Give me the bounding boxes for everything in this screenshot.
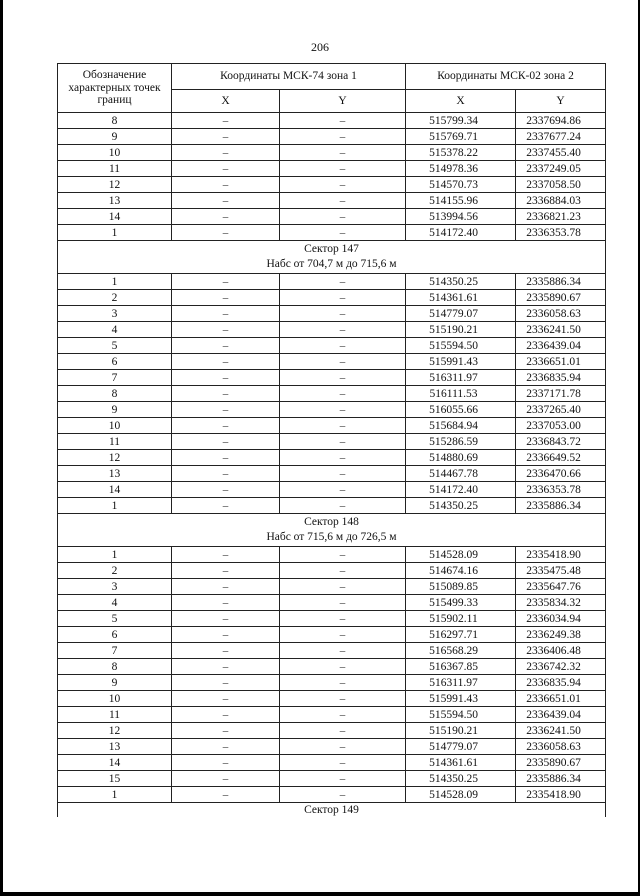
msk74-y-value: –	[280, 370, 406, 386]
point-number: 11	[58, 161, 172, 177]
msk74-y-value: –	[280, 290, 406, 306]
point-number: 11	[58, 434, 172, 450]
msk74-y-value: –	[280, 434, 406, 450]
table-row	[58, 225, 606, 241]
msk02-y-value: 2336843.72	[516, 434, 606, 450]
msk74-x-value: –	[172, 611, 280, 627]
msk02-x-value: 514880.69	[406, 450, 516, 466]
msk02-y-value: 2335418.90	[516, 787, 606, 803]
point-number: 2	[58, 563, 172, 579]
point-number: 14	[58, 209, 172, 225]
table-row	[58, 386, 606, 402]
msk74-x-value: –	[172, 386, 280, 402]
msk74-y-value: –	[280, 354, 406, 370]
msk74-x-value: –	[172, 290, 280, 306]
msk02-x-value: 516311.97	[406, 370, 516, 386]
point-number: 5	[58, 338, 172, 354]
msk02-x-value: 515190.21	[406, 322, 516, 338]
msk74-x-value: –	[172, 209, 280, 225]
point-number: 10	[58, 145, 172, 161]
msk74-x-value: –	[172, 129, 280, 145]
msk74-x-value: –	[172, 482, 280, 498]
point-number: 12	[58, 450, 172, 466]
msk02-x-value: 515089.85	[406, 579, 516, 595]
table-row	[58, 547, 606, 563]
msk02-y-value: 2336353.78	[516, 482, 606, 498]
msk02-y-value: 2335886.34	[516, 771, 606, 787]
msk02-y-value: 2336241.50	[516, 723, 606, 739]
msk74-y-value: –	[280, 274, 406, 290]
msk74-x-value: –	[172, 675, 280, 691]
point-number: 10	[58, 418, 172, 434]
msk74-x-value: –	[172, 643, 280, 659]
point-number: 7	[58, 370, 172, 386]
msk02-x-value: 514172.40	[406, 482, 516, 498]
msk74-y-value: –	[280, 386, 406, 402]
point-number: 13	[58, 193, 172, 209]
msk74-x-value: –	[172, 145, 280, 161]
msk02-x-value: 516297.71	[406, 627, 516, 643]
msk74-x-value: –	[172, 418, 280, 434]
msk74-y-value: –	[280, 723, 406, 739]
msk74-y-value: –	[280, 209, 406, 225]
msk02-x-value: 515991.43	[406, 691, 516, 707]
msk02-x-value: 516568.29	[406, 643, 516, 659]
msk02-y-value: 2335475.48	[516, 563, 606, 579]
header-msk02-x: X	[406, 89, 516, 112]
msk74-y-value: –	[280, 338, 406, 354]
msk02-y-value: 2336058.63	[516, 739, 606, 755]
point-number: 5	[58, 611, 172, 627]
msk74-y-value: –	[280, 129, 406, 145]
table-row	[58, 274, 606, 290]
msk02-y-value: 2337265.40	[516, 402, 606, 418]
point-number: 6	[58, 627, 172, 643]
msk02-y-value: 2337677.24	[516, 129, 606, 145]
page-number: 206	[311, 40, 329, 54]
sector-elevation-range: Набс от 704,7 м до 715,6 м	[266, 258, 397, 270]
point-number: 12	[58, 723, 172, 739]
sector-heading	[58, 241, 606, 274]
msk02-y-value: 2336821.23	[516, 209, 606, 225]
msk74-y-value: –	[280, 177, 406, 193]
point-number: 1	[58, 787, 172, 803]
table-row	[58, 691, 606, 707]
msk74-y-value: –	[280, 675, 406, 691]
msk74-x-value: –	[172, 739, 280, 755]
table-row	[58, 659, 606, 675]
msk02-x-value: 514155.96	[406, 193, 516, 209]
msk02-x-value: 514674.16	[406, 563, 516, 579]
header-msk02-y: Y	[516, 89, 606, 112]
point-number: 14	[58, 482, 172, 498]
msk74-x-value: –	[172, 595, 280, 611]
table-row	[58, 370, 606, 386]
point-number: 9	[58, 129, 172, 145]
msk02-y-value: 2336884.03	[516, 193, 606, 209]
msk74-y-value: –	[280, 466, 406, 482]
msk74-y-value: –	[280, 787, 406, 803]
msk02-y-value: 2336742.32	[516, 659, 606, 675]
point-number: 4	[58, 595, 172, 611]
msk74-x-value: –	[172, 177, 280, 193]
msk74-y-value: –	[280, 691, 406, 707]
msk74-y-value: –	[280, 627, 406, 643]
table-row	[58, 402, 606, 418]
msk02-x-value: 515902.11	[406, 611, 516, 627]
msk02-y-value: 2335418.90	[516, 547, 606, 563]
point-number: 1	[58, 225, 172, 241]
msk74-x-value: –	[172, 659, 280, 675]
table-row	[58, 787, 606, 803]
msk02-x-value: 514570.73	[406, 177, 516, 193]
msk02-y-value: 2336034.94	[516, 611, 606, 627]
sector-title: Сектор 148	[304, 516, 359, 528]
msk74-y-value: –	[280, 563, 406, 579]
msk02-y-value: 2335886.34	[516, 498, 606, 514]
msk02-x-value: 514467.78	[406, 466, 516, 482]
msk74-x-value: –	[172, 306, 280, 322]
msk74-x-value: –	[172, 466, 280, 482]
msk74-x-value: –	[172, 547, 280, 563]
msk74-x-value: –	[172, 579, 280, 595]
header-designation: Обозначение характерных точек границ	[58, 64, 172, 113]
msk74-x-value: –	[172, 338, 280, 354]
msk74-x-value: –	[172, 627, 280, 643]
table-row	[58, 482, 606, 498]
header-msk74: Координаты МСК-74 зона 1	[172, 64, 406, 90]
point-number: 1	[58, 547, 172, 563]
msk74-y-value: –	[280, 322, 406, 338]
point-number: 11	[58, 707, 172, 723]
table-row	[58, 611, 606, 627]
msk02-y-value: 2335647.76	[516, 579, 606, 595]
scan-border-bottom	[0, 892, 640, 896]
point-number: 8	[58, 386, 172, 402]
msk74-x-value: –	[172, 771, 280, 787]
table-row	[58, 563, 606, 579]
header-msk74-y: Y	[280, 89, 406, 112]
point-number: 6	[58, 354, 172, 370]
table-row	[58, 434, 606, 450]
coordinates-table	[57, 63, 606, 817]
msk74-y-value: –	[280, 755, 406, 771]
msk74-y-value: –	[280, 579, 406, 595]
point-number: 1	[58, 498, 172, 514]
msk02-y-value: 2336835.94	[516, 675, 606, 691]
table-row	[58, 322, 606, 338]
msk74-y-value: –	[280, 595, 406, 611]
scan-border-left	[0, 0, 3, 896]
msk02-x-value: 514361.61	[406, 290, 516, 306]
msk74-y-value: –	[280, 113, 406, 129]
msk74-y-value: –	[280, 161, 406, 177]
msk74-y-value: –	[280, 659, 406, 675]
header-msk02: Координаты МСК-02 зона 2	[406, 64, 606, 90]
msk74-x-value: –	[172, 691, 280, 707]
msk02-x-value: 514361.61	[406, 755, 516, 771]
msk02-x-value: 516055.66	[406, 402, 516, 418]
point-number: 1	[58, 274, 172, 290]
msk02-y-value: 2336649.52	[516, 450, 606, 466]
table-row	[58, 450, 606, 466]
msk02-y-value: 2336651.01	[516, 354, 606, 370]
msk02-x-value: 514779.07	[406, 306, 516, 322]
msk02-x-value: 515594.50	[406, 707, 516, 723]
table-header	[58, 64, 606, 113]
msk02-x-value: 514350.25	[406, 771, 516, 787]
table-row	[58, 129, 606, 145]
msk74-x-value: –	[172, 113, 280, 129]
msk02-y-value: 2337053.00	[516, 418, 606, 434]
point-number: 8	[58, 659, 172, 675]
msk74-y-value: –	[280, 547, 406, 563]
msk02-y-value: 2337058.50	[516, 177, 606, 193]
sector-title: Сектор 149	[58, 803, 606, 818]
msk02-x-value: 514779.07	[406, 739, 516, 755]
msk02-x-value: 515769.71	[406, 129, 516, 145]
msk74-y-value: –	[280, 771, 406, 787]
msk02-x-value: 515799.34	[406, 113, 516, 129]
table-row	[58, 579, 606, 595]
msk02-x-value: 515991.43	[406, 354, 516, 370]
msk02-x-value: 515190.21	[406, 723, 516, 739]
table-row	[58, 466, 606, 482]
table-row	[58, 771, 606, 787]
msk74-y-value: –	[280, 707, 406, 723]
point-number: 3	[58, 579, 172, 595]
msk02-y-value: 2337694.86	[516, 113, 606, 129]
sector-heading	[58, 514, 606, 547]
msk02-x-value: 515286.59	[406, 434, 516, 450]
table-row	[58, 755, 606, 771]
msk02-y-value: 2336241.50	[516, 322, 606, 338]
table-row	[58, 739, 606, 755]
sector-title: Сектор 147	[304, 243, 359, 255]
msk02-y-value: 2336439.04	[516, 338, 606, 354]
point-number: 13	[58, 466, 172, 482]
table-row	[58, 354, 606, 370]
msk74-y-value: –	[280, 482, 406, 498]
msk02-x-value: 515594.50	[406, 338, 516, 354]
msk02-y-value: 2335890.67	[516, 290, 606, 306]
point-number: 3	[58, 306, 172, 322]
msk02-y-value: 2335886.34	[516, 274, 606, 290]
msk02-y-value: 2336651.01	[516, 691, 606, 707]
msk02-x-value: 514172.40	[406, 225, 516, 241]
msk74-y-value: –	[280, 611, 406, 627]
table-row	[58, 209, 606, 225]
msk74-y-value: –	[280, 402, 406, 418]
msk74-x-value: –	[172, 225, 280, 241]
table-row	[58, 338, 606, 354]
msk74-y-value: –	[280, 418, 406, 434]
msk74-x-value: –	[172, 787, 280, 803]
msk74-x-value: –	[172, 161, 280, 177]
msk02-x-value: 515684.94	[406, 418, 516, 434]
table-row	[58, 498, 606, 514]
msk02-x-value: 514350.25	[406, 498, 516, 514]
sector-heading-row	[58, 241, 606, 274]
msk74-x-value: –	[172, 354, 280, 370]
msk74-y-value: –	[280, 450, 406, 466]
point-number: 8	[58, 113, 172, 129]
msk02-y-value: 2336353.78	[516, 225, 606, 241]
header-msk74-x: X	[172, 89, 280, 112]
msk74-y-value: –	[280, 643, 406, 659]
msk74-y-value: –	[280, 145, 406, 161]
msk02-x-value: 514350.25	[406, 274, 516, 290]
msk74-x-value: –	[172, 498, 280, 514]
point-number: 9	[58, 675, 172, 691]
msk74-x-value: –	[172, 434, 280, 450]
msk74-y-value: –	[280, 306, 406, 322]
msk02-x-value: 514978.36	[406, 161, 516, 177]
point-number: 15	[58, 771, 172, 787]
table-row	[58, 306, 606, 322]
msk74-y-value: –	[280, 193, 406, 209]
msk02-x-value: 516367.85	[406, 659, 516, 675]
msk02-y-value: 2337171.78	[516, 386, 606, 402]
sector-heading-row	[58, 514, 606, 547]
point-number: 12	[58, 177, 172, 193]
table-row	[58, 675, 606, 691]
table-row	[58, 723, 606, 739]
sector-heading-row	[58, 803, 606, 818]
msk74-y-value: –	[280, 739, 406, 755]
msk02-x-value: 514528.09	[406, 787, 516, 803]
msk74-x-value: –	[172, 563, 280, 579]
msk74-x-value: –	[172, 322, 280, 338]
msk02-x-value: 515499.33	[406, 595, 516, 611]
msk74-x-value: –	[172, 707, 280, 723]
sector-elevation-range: Набс от 715,6 м до 726,5 м	[266, 531, 397, 543]
msk74-y-value: –	[280, 498, 406, 514]
table-row	[58, 595, 606, 611]
table-row	[58, 177, 606, 193]
point-number: 10	[58, 691, 172, 707]
msk74-y-value: –	[280, 225, 406, 241]
msk74-x-value: –	[172, 723, 280, 739]
point-number: 2	[58, 290, 172, 306]
msk02-y-value: 2336835.94	[516, 370, 606, 386]
point-number: 13	[58, 739, 172, 755]
point-number: 4	[58, 322, 172, 338]
msk02-y-value: 2336058.63	[516, 306, 606, 322]
msk74-x-value: –	[172, 755, 280, 771]
msk74-x-value: –	[172, 450, 280, 466]
msk74-x-value: –	[172, 402, 280, 418]
msk02-y-value: 2336406.48	[516, 643, 606, 659]
msk02-y-value: 2335890.67	[516, 755, 606, 771]
msk74-x-value: –	[172, 274, 280, 290]
table-row	[58, 161, 606, 177]
point-number: 14	[58, 755, 172, 771]
point-number: 9	[58, 402, 172, 418]
msk74-x-value: –	[172, 370, 280, 386]
msk02-x-value: 513994.56	[406, 209, 516, 225]
point-number: 7	[58, 643, 172, 659]
table-row	[58, 643, 606, 659]
msk02-x-value: 515378.22	[406, 145, 516, 161]
table-row	[58, 193, 606, 209]
table-row	[58, 418, 606, 434]
msk02-y-value: 2336470.66	[516, 466, 606, 482]
msk02-y-value: 2335834.32	[516, 595, 606, 611]
table-row	[58, 145, 606, 161]
msk02-y-value: 2336439.04	[516, 707, 606, 723]
msk02-x-value: 516311.97	[406, 675, 516, 691]
msk02-x-value: 514528.09	[406, 547, 516, 563]
msk02-y-value: 2337455.40	[516, 145, 606, 161]
msk02-y-value: 2337249.05	[516, 161, 606, 177]
table-row	[58, 627, 606, 643]
msk02-y-value: 2336249.38	[516, 627, 606, 643]
msk02-x-value: 516111.53	[406, 386, 516, 402]
table-row	[58, 113, 606, 129]
table-body	[58, 113, 606, 818]
msk74-x-value: –	[172, 193, 280, 209]
table-row	[58, 290, 606, 306]
table-row	[58, 707, 606, 723]
